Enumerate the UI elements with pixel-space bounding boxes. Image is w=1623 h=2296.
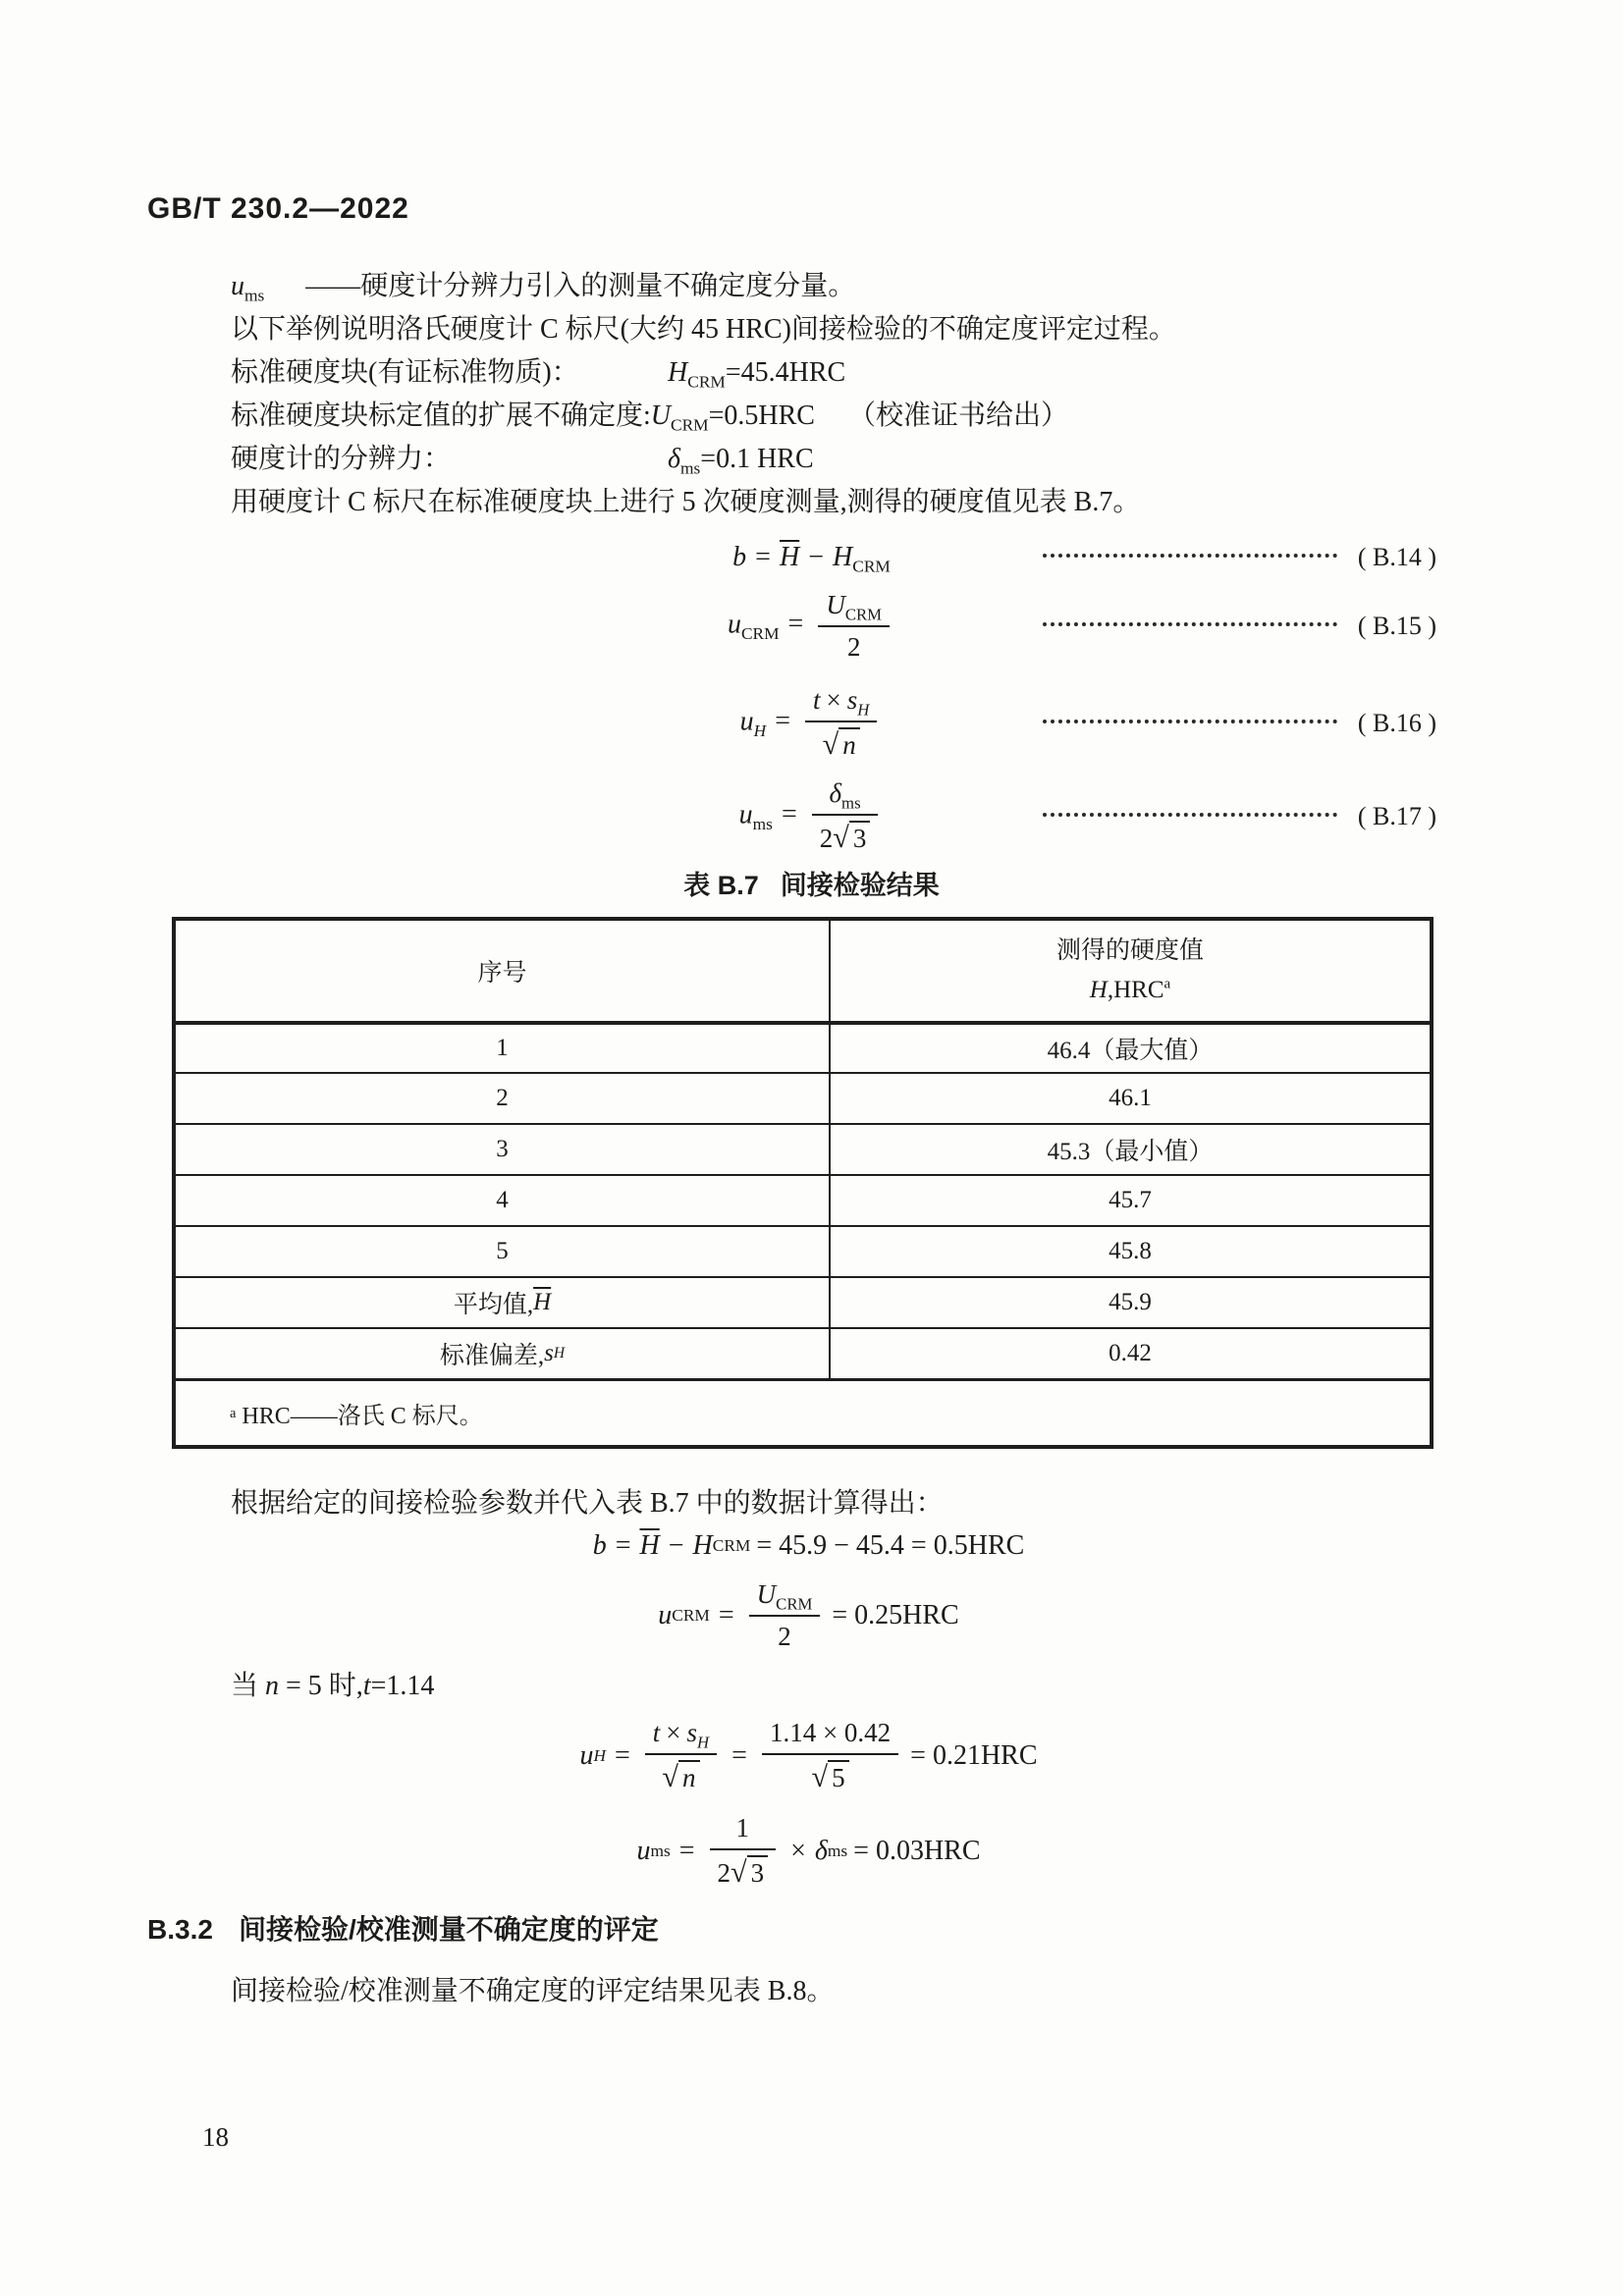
dot-leader [1043, 813, 1337, 817]
times-sign: × [826, 685, 841, 715]
sub-crm: CRM [687, 372, 726, 392]
table-row [176, 1123, 1430, 1174]
sub-crm: CRM [776, 1594, 813, 1614]
fraction [812, 778, 879, 855]
example-intro-line: 以下举例说明洛氏硬度计 C 标尺(大约 45 HRC)间接检验的不确定度评定过程。 [231, 314, 1176, 345]
denominator [805, 721, 877, 762]
denominator [812, 814, 879, 855]
fraction [818, 590, 890, 663]
denominator [710, 1848, 777, 1890]
var-u: u [658, 1600, 673, 1630]
table-row [176, 1072, 1430, 1123]
var-u: u [739, 706, 754, 737]
times-sign: × [666, 1718, 681, 1747]
col-header-hardness [831, 921, 1430, 1021]
equals-sign: = [678, 1836, 695, 1866]
var-n: n [265, 1671, 280, 1701]
section-b32-heading [147, 1908, 659, 1948]
symbol-definition-line [231, 265, 1507, 308]
measurement-description-line: 用硬度计 C 标尺在标准硬度块上进行 5 次硬度测量,测得的硬度值见表 B.7。 [231, 487, 1141, 517]
var-u: u [579, 1740, 594, 1771]
var-delta: δ [668, 444, 681, 474]
hrc-unit: ,HRC [1107, 977, 1164, 1003]
var-t: t [362, 1671, 371, 1701]
mean-value-cell: 45.9 [1109, 1289, 1152, 1315]
table-b7 [172, 917, 1434, 1449]
fraction [645, 1718, 717, 1794]
equals-sign: = [781, 799, 797, 830]
numerator [818, 590, 890, 625]
var-u: u [636, 1836, 651, 1866]
cond-mid: = 5 时, [279, 1671, 363, 1701]
crm-block-line [231, 351, 1507, 395]
var-t: t [652, 1718, 661, 1747]
fraction [805, 685, 877, 762]
mean-label: 平均值, [453, 1292, 534, 1318]
table-header-row [176, 921, 1430, 1021]
var-s: s [846, 685, 858, 715]
table-stddev-row [176, 1327, 1430, 1378]
ucrm-calculation-row: u CRM = $\frac{U_{CRM}}{2}$ = 0.25HRC [658, 1579, 959, 1651]
crm-block-label: 标准硬度块(有证标准物质)： [231, 357, 579, 388]
mean-label-cell [176, 1278, 831, 1327]
footnote-cell: a HRC——洛氏 C 标尺。 [176, 1381, 1430, 1445]
col-header-hardness-line2 [1090, 971, 1170, 1010]
var-H: H [668, 357, 688, 388]
radical-sign: √ [811, 1760, 829, 1793]
equals-sign: = [755, 542, 771, 572]
sub-H: H [753, 721, 767, 741]
seq-cell: 2 [176, 1074, 831, 1123]
equation-number-b17: ( B.17 ) [1357, 802, 1436, 830]
formula-b16 [740, 685, 884, 762]
equals-sign: = [787, 609, 804, 640]
sub-ms: ms [680, 458, 701, 478]
numerator [749, 1579, 821, 1615]
expanded-uncertainty-label: 标准硬度块标定值的扩展不确定度: [231, 400, 651, 431]
value-cell: 45.8 [1109, 1238, 1152, 1264]
square-root [811, 1760, 849, 1793]
sub-ms: ms [752, 815, 773, 834]
value-cell: 46.1 [1109, 1085, 1152, 1111]
expanded-uncertainty-value: =0.5HRC [708, 400, 815, 431]
sub-ms: ms [244, 286, 265, 305]
table-row [176, 1021, 1430, 1072]
fraction [749, 1579, 821, 1652]
sub-crm: CRM [740, 624, 780, 644]
equals-sign: = [718, 1600, 734, 1630]
table-footnote-row [176, 1378, 1430, 1445]
sub-H: H [697, 1733, 710, 1752]
numerator [812, 778, 879, 814]
square-root [833, 821, 870, 854]
radicand-three: 3 [849, 821, 871, 853]
expanded-uncertainty-line [231, 395, 1507, 438]
var-delta: δ [814, 1836, 828, 1866]
var-u: u [738, 799, 753, 830]
cond-post: =1.14 [370, 1671, 435, 1701]
var-U: U [650, 400, 672, 431]
closing-paragraph: 间接检验/校准测量不确定度的评定结果见表 B.8。 [231, 1976, 835, 2006]
equation-b14-row [0, 536, 1623, 579]
value-cell: 46.4（最大值） [1047, 1038, 1214, 1064]
coefficient-two: 2 [717, 1858, 730, 1888]
radicand-n: n [678, 1760, 700, 1792]
equation-number-b15: ( B.15 ) [1357, 612, 1436, 640]
calculation-equations-bottom [0, 1706, 1623, 1896]
var-u: u [727, 609, 741, 640]
table-b7-title [0, 864, 1623, 902]
radical-sign: √ [730, 1855, 747, 1889]
table-label: 表 B.7 [683, 871, 759, 900]
numerator: 1 [735, 1813, 750, 1842]
uh-calculation-row: u H = $\frac{t \times s_H}{√ n}$ = $\frac{1.14 \times 0.42}{√ 5}$ = 0.21HRC [579, 1718, 1038, 1793]
numerator [645, 1718, 717, 1753]
resolution-value: =0.1 HRC [700, 444, 814, 474]
seq-cell: 4 [176, 1176, 831, 1225]
fraction [710, 1813, 777, 1890]
var-s: s [544, 1340, 554, 1366]
formula-b14 [732, 542, 891, 576]
dot-leader [1043, 622, 1337, 626]
condition-line [231, 1669, 434, 1704]
square-root [662, 1760, 699, 1793]
var-U: U [826, 590, 845, 619]
square-root [822, 727, 860, 761]
cond-pre: 当 [231, 1671, 266, 1701]
var-H-bar: $\overline{H}$ [779, 542, 800, 572]
formula-b17 [739, 778, 885, 855]
dot-leader [1043, 720, 1337, 723]
stddev-label: 标准偏差, [439, 1343, 545, 1369]
table-mean-row [176, 1276, 1430, 1327]
footnote-marker: a [1163, 976, 1171, 992]
minus-sign: − [808, 542, 824, 572]
var-s: s [686, 1718, 698, 1747]
resolution-line [231, 438, 1507, 481]
square-root [730, 1855, 768, 1889]
radical-sign: √ [822, 727, 839, 761]
var-b: b [592, 1530, 607, 1561]
var-t: t [812, 685, 821, 715]
var-U: U [756, 1579, 777, 1609]
equals-sign: = [615, 1530, 631, 1561]
equation-b15-row [0, 579, 1623, 673]
calculation-intro: 根据给定的间接检验参数并代入表 B.7 中的数据计算得出： [231, 1488, 944, 1519]
certificate-note: （校准证书给出） [847, 400, 1068, 431]
var-b: b [732, 542, 747, 572]
var-H: H [692, 1530, 713, 1561]
equation-number-b16: ( B.16 ) [1357, 709, 1436, 737]
var-H-bar: $\overline{H}$ [533, 1289, 552, 1315]
table-row [176, 1174, 1430, 1225]
value-cell: 45.7 [1109, 1187, 1152, 1213]
sub-H: H [857, 700, 870, 720]
dot-leader [1043, 554, 1337, 558]
denominator: 2 [818, 625, 890, 663]
b-result: = 45.9 − 45.4 = 0.5HRC [756, 1530, 1025, 1561]
fraction [762, 1718, 898, 1794]
section-title: 间接检验/校准测量不确定度的评定 [238, 1914, 659, 1945]
seq-cell: 3 [176, 1125, 831, 1174]
numbered-equations-block [0, 536, 1623, 860]
denominator: 2 [749, 1615, 821, 1652]
times-sign: × [790, 1836, 806, 1866]
section-number: B.3.2 [147, 1914, 213, 1945]
value-cell: 45.3（最小值） [1047, 1139, 1214, 1165]
sub-crm: CRM [844, 605, 883, 624]
sub-crm: CRM [852, 557, 891, 576]
ucrm-result: = 0.25HRC [832, 1600, 959, 1630]
var-H: H [1089, 977, 1108, 1003]
var-u: u [231, 271, 244, 301]
sub-ms: ms [841, 793, 861, 813]
radicand-three: 3 [747, 1855, 769, 1888]
footnote-text: HRC——洛氏 C 标尺。 [242, 1404, 483, 1429]
page-number: 18 [202, 2122, 229, 2152]
col-header-hardness-line1: 测得的硬度值 [1055, 937, 1204, 964]
seq-cell: 1 [176, 1025, 831, 1072]
stddev-label-cell: 标准偏差, s H [176, 1329, 831, 1378]
radicand-five: 5 [828, 1760, 849, 1792]
numerator: 1.14 × 0.42 [769, 1718, 892, 1747]
equation-number-b14: ( B.14 ) [1357, 543, 1436, 571]
equals-sign: = [731, 1740, 747, 1771]
denominator [645, 1753, 717, 1794]
uh-result: = 0.21HRC [910, 1740, 1038, 1771]
b-calculation-row: b = $\overline{H}$ − H CRM = 45.9 − 45.4 = 0.5HRC [592, 1530, 1025, 1561]
equation-b17-row [0, 774, 1623, 860]
var-H-bar: $\overline{H}$ [639, 1530, 660, 1561]
radical-sign: √ [833, 821, 849, 854]
standard-number-header: GB/T 230.2—2022 [147, 192, 409, 225]
var-delta: δ [829, 778, 842, 808]
equals-sign: = [775, 706, 790, 737]
definition-text: ——硬度计分辨力引入的测量不确定度分量。 [305, 271, 856, 301]
radical-sign: √ [662, 1760, 678, 1793]
seq-cell: 5 [176, 1227, 831, 1276]
calculation-equations-top [0, 1523, 1623, 1663]
table-row [176, 1225, 1430, 1276]
col-header-seq: 序号 [176, 921, 831, 1021]
equals-sign: = [614, 1740, 630, 1771]
radicand-n: n [839, 727, 860, 760]
ums-calculation-row: u ms = $\frac{1}{2√ 3}$ × δ ms = 0.03HRC [636, 1813, 981, 1889]
var-H: H [833, 542, 853, 572]
formula-b15 [728, 590, 895, 663]
sub-crm: CRM [671, 415, 709, 435]
resolution-label: 硬度计的分辨力： [231, 444, 452, 474]
crm-block-value: =45.4HRC [725, 357, 846, 388]
coefficient-two: 2 [819, 824, 834, 853]
ums-result: = 0.03HRC [853, 1836, 981, 1866]
numerator [805, 685, 877, 721]
stddev-value-cell: 0.42 [1109, 1340, 1152, 1366]
minus-sign: − [668, 1530, 684, 1561]
denominator [762, 1753, 898, 1794]
table-title-text: 间接检验结果 [780, 871, 940, 900]
intro-section [231, 265, 1507, 524]
equation-b16-row [0, 673, 1623, 774]
